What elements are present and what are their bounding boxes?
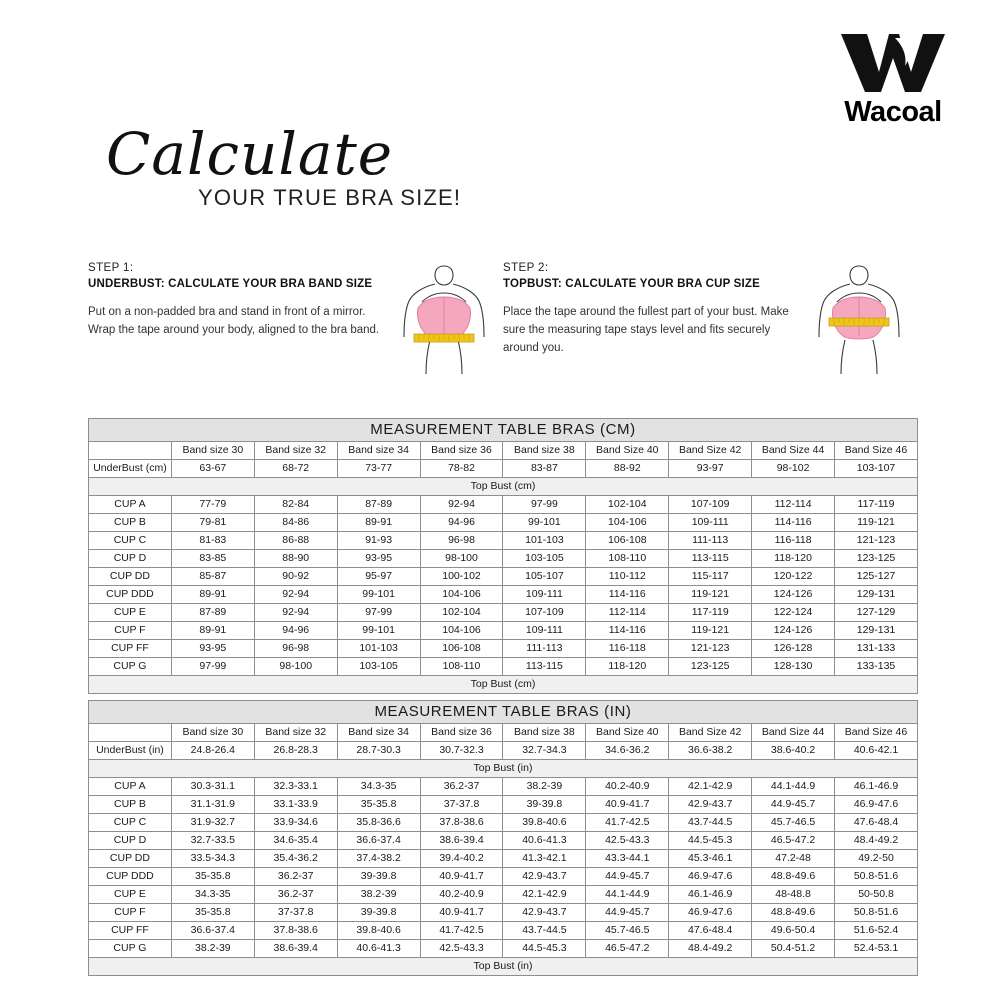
table-cm-title-row [89, 419, 918, 442]
table-cm-cell: 104-106 [586, 514, 669, 532]
table-cm-underbust-label: UnderBust (cm) [89, 460, 172, 478]
table-in-cell: 51.6-52.4 [835, 922, 918, 940]
table-cm-cell: 82-84 [254, 496, 337, 514]
table-in-cell: 34.3-35 [171, 886, 254, 904]
table-in-cell: 44.9-45.7 [586, 868, 669, 886]
table-in-cell: 50.4-51.2 [752, 940, 835, 958]
table-in-cell: 37-37.8 [254, 904, 337, 922]
table-in-cell: 46.5-47.2 [586, 940, 669, 958]
table-cm-cell: 107-109 [669, 496, 752, 514]
table-cm-cell: 83-85 [171, 550, 254, 568]
table-cm-cell: 101-103 [503, 532, 586, 550]
table-row [89, 496, 918, 514]
table-cm-col-header: Band Size 42 [669, 442, 752, 460]
table-in-underbust-row [89, 742, 918, 760]
table-cm-cell: 114-116 [586, 586, 669, 604]
table-in-col-header: Band size 38 [503, 724, 586, 742]
table-cm-cell: 84-86 [254, 514, 337, 532]
table-in-cell: 39.8-40.6 [503, 814, 586, 832]
table-in-cell: 32.3-33.1 [254, 778, 337, 796]
table-in-cell: 48.4-49.2 [835, 832, 918, 850]
table-cm-col-header [89, 442, 172, 460]
brand-name: Wacoal [844, 96, 942, 128]
table-in-cell: 44.1-44.9 [586, 886, 669, 904]
table-cm-cell: 124-126 [752, 622, 835, 640]
table-cm-cell: 115-117 [669, 568, 752, 586]
table-in-section-label: Top Bust (in) [89, 760, 918, 778]
torso-underbust-measure-illustration-icon [388, 262, 500, 390]
table-row [89, 868, 918, 886]
table-cm-cell: 106-108 [420, 640, 503, 658]
table-in-cell: 48-48.8 [752, 886, 835, 904]
table-in-cell: 39-39.8 [337, 868, 420, 886]
table-cm-cell: 121-123 [669, 640, 752, 658]
table-cm-col-header: Band Size 46 [835, 442, 918, 460]
table-in-col-header: Band Size 46 [835, 724, 918, 742]
step-1-label: STEP 1: [88, 262, 134, 274]
table-cm-cell: 119-121 [669, 622, 752, 640]
table-cm-cell: 119-121 [669, 586, 752, 604]
step-2 [503, 262, 918, 390]
table-row [89, 622, 918, 640]
table-cm-cell: 94-96 [420, 514, 503, 532]
table-cm-cell: 95-97 [337, 568, 420, 586]
table-row [89, 514, 918, 532]
table-cm-cell: 123-125 [669, 658, 752, 676]
table-in-cell: 34.6-35.4 [254, 832, 337, 850]
table-cm-cell: 109-111 [503, 622, 586, 640]
table-row [89, 886, 918, 904]
table-cm-cell: 106-108 [586, 532, 669, 550]
table-cm-cell: 79-81 [171, 514, 254, 532]
table-cm-cell: 128-130 [752, 658, 835, 676]
table-in-underbust-label: UnderBust (in) [89, 742, 172, 760]
table-in-col-header: Band Size 42 [669, 724, 752, 742]
table-cm-section-row [89, 478, 918, 496]
table-row [89, 796, 918, 814]
table-cm-cup-label: CUP F [89, 622, 172, 640]
table-in-cell: 40.6-41.3 [337, 940, 420, 958]
table-in-cell: 44.9-45.7 [752, 796, 835, 814]
table-cm-footer-row [89, 676, 918, 694]
table-cm-cup-label: CUP A [89, 496, 172, 514]
table-cm-underbust-cell: 98-102 [752, 460, 835, 478]
table-in-cell: 45.7-46.5 [586, 922, 669, 940]
brand-logo [818, 32, 968, 127]
table-in-cell: 31.9-32.7 [171, 814, 254, 832]
table-in-cell: 46.1-46.9 [835, 778, 918, 796]
table-in-cell: 40.9-41.7 [420, 904, 503, 922]
step-1-body: Put on a non-padded bra and stand in front of a mirror. Wrap the tape around your body, aligned to the bra band. [88, 306, 380, 336]
step-1 [88, 262, 503, 390]
table-in-col-header: Band Size 44 [752, 724, 835, 742]
table-cm-col-header: Band size 36 [420, 442, 503, 460]
table-in-cup-label: CUP G [89, 940, 172, 958]
table-cm-cell: 111-113 [503, 640, 586, 658]
table-cm-cup-label: CUP G [89, 658, 172, 676]
table-in-cell: 39.4-40.2 [420, 850, 503, 868]
table-cm-cell: 119-121 [835, 514, 918, 532]
table-in-cell: 38.6-39.4 [254, 940, 337, 958]
table-cm-cell: 124-126 [752, 586, 835, 604]
table-in-cell: 46.9-47.6 [669, 868, 752, 886]
table-in-col-header: Band size 34 [337, 724, 420, 742]
table-cm-cell: 109-111 [669, 514, 752, 532]
table-cm-cell: 121-123 [835, 532, 918, 550]
table-in-cup-label: CUP FF [89, 922, 172, 940]
step-1-heading: UNDERBUST: CALCULATE YOUR BRA BAND SIZE [88, 278, 373, 290]
table-cm-header-row [89, 442, 918, 460]
table-cm-col-header: Band size 38 [503, 442, 586, 460]
table-cm-col-header: Band size 30 [171, 442, 254, 460]
table-in-cell: 46.9-47.6 [669, 904, 752, 922]
table-in-underbust-cell: 30.7-32.3 [420, 742, 503, 760]
table-in-cell: 47.6-48.4 [669, 922, 752, 940]
table-cm-cell: 92-94 [254, 604, 337, 622]
table-row [89, 814, 918, 832]
table-cm-cell: 107-109 [503, 604, 586, 622]
table-in-cell: 40.9-41.7 [420, 868, 503, 886]
table-in-footer-row [89, 958, 918, 976]
table-in-cell: 39-39.8 [337, 904, 420, 922]
table-in-cell: 37.8-38.6 [254, 922, 337, 940]
table-in-cell: 43.3-44.1 [586, 850, 669, 868]
table-in-cup-label: CUP F [89, 904, 172, 922]
table-in-cell: 37-37.8 [420, 796, 503, 814]
table-in-cell: 42.9-43.7 [503, 868, 586, 886]
table-cm-cell: 122-124 [752, 604, 835, 622]
table-cm-cell: 131-133 [835, 640, 918, 658]
table-cm-cell: 93-95 [337, 550, 420, 568]
table-cm-cell: 86-88 [254, 532, 337, 550]
table-cm-cell: 114-116 [752, 514, 835, 532]
table-cm-cell: 81-83 [171, 532, 254, 550]
table-cm-cup-label: CUP C [89, 532, 172, 550]
page-subtitle: YOUR TRUE BRA SIZE! [198, 185, 462, 210]
table-in-underbust-cell: 38.6-40.2 [752, 742, 835, 760]
table-in-cell: 38.2-39 [503, 778, 586, 796]
table-cm-cup-label: CUP FF [89, 640, 172, 658]
table-in-underbust-cell: 34.6-36.2 [586, 742, 669, 760]
table-row [89, 658, 918, 676]
table-cm-cell: 94-96 [254, 622, 337, 640]
table-cm-cell: 103-105 [503, 550, 586, 568]
table-cm-underbust-cell: 103-107 [835, 460, 918, 478]
table-in-cup-label: CUP D [89, 832, 172, 850]
torso-topbust-measure-illustration-icon [803, 262, 915, 390]
table-in-cell: 33.5-34.3 [171, 850, 254, 868]
table-in-col-header [89, 724, 172, 742]
table-in-header-row [89, 724, 918, 742]
table-in-cell: 35.8-36.6 [337, 814, 420, 832]
table-cm-cup-label: CUP DDD [89, 586, 172, 604]
table-in-cell: 34.3-35 [337, 778, 420, 796]
table-in-cup-label: CUP E [89, 886, 172, 904]
table-in-cell: 36.6-37.4 [337, 832, 420, 850]
table-cm-cell: 120-122 [752, 568, 835, 586]
table-cm-cell: 110-112 [586, 568, 669, 586]
table-in-cell: 42.9-43.7 [503, 904, 586, 922]
table-in-cell: 41.7-42.5 [586, 814, 669, 832]
table-cm-cell: 91-93 [337, 532, 420, 550]
table-in-cell: 37.4-38.2 [337, 850, 420, 868]
table-in-cell: 50-50.8 [835, 886, 918, 904]
table-cm-cell: 116-118 [752, 532, 835, 550]
table-cm-cell: 88-90 [254, 550, 337, 568]
table-cm-cell: 108-110 [586, 550, 669, 568]
table-cm-cell: 109-111 [503, 586, 586, 604]
table-in-cell: 35.4-36.2 [254, 850, 337, 868]
table-row [89, 904, 918, 922]
table-in-underbust-cell: 40.6-42.1 [835, 742, 918, 760]
table-row [89, 550, 918, 568]
table-in-cup-label: CUP B [89, 796, 172, 814]
table-in-col-header: Band size 36 [420, 724, 503, 742]
table-cm-cell: 77-79 [171, 496, 254, 514]
table-cm-title: MEASUREMENT TABLE BRAS (CM) [89, 419, 918, 442]
table-cm-cell: 102-104 [420, 604, 503, 622]
table-in-cell: 35-35.8 [337, 796, 420, 814]
table-cm-underbust-cell: 63-67 [171, 460, 254, 478]
table-cm-col-header: Band size 34 [337, 442, 420, 460]
table-in-cell: 42.1-42.9 [503, 886, 586, 904]
table-row [89, 922, 918, 940]
table-in-cup-label: CUP DD [89, 850, 172, 868]
table-in-cell: 46.1-46.9 [669, 886, 752, 904]
table-cm-cell: 105-107 [503, 568, 586, 586]
table-in-cell: 40.9-41.7 [586, 796, 669, 814]
table-in-cell: 47.6-48.4 [835, 814, 918, 832]
table-in-cell: 41.3-42.1 [503, 850, 586, 868]
table-cm-cell: 112-114 [586, 604, 669, 622]
table-cm-body [89, 419, 918, 694]
table-cm-cell: 117-119 [835, 496, 918, 514]
table-row [89, 586, 918, 604]
table-cm-cell: 126-128 [752, 640, 835, 658]
step-2-label: STEP 2: [503, 262, 549, 274]
table-cm-cell: 89-91 [171, 622, 254, 640]
table-cm-cell: 87-89 [337, 496, 420, 514]
table-in-cell: 33.1-33.9 [254, 796, 337, 814]
page-title-script: Calculate [106, 120, 394, 188]
table-in-cell: 48.8-49.6 [752, 868, 835, 886]
table-cm-cell: 118-120 [586, 658, 669, 676]
table-cm-cell: 125-127 [835, 568, 918, 586]
table-cm-cell: 89-91 [337, 514, 420, 532]
table-in [88, 700, 918, 976]
table-in-cell: 49.6-50.4 [752, 922, 835, 940]
table-in-col-header: Band size 32 [254, 724, 337, 742]
table-cm-cell: 87-89 [171, 604, 254, 622]
measurement-table-in [88, 700, 918, 976]
table-in-title: MEASUREMENT TABLE BRAS (IN) [89, 701, 918, 724]
table-cm-cell: 112-114 [752, 496, 835, 514]
table-in-body [89, 701, 918, 976]
table-cm-underbust-cell: 68-72 [254, 460, 337, 478]
table-in-cell: 35-35.8 [171, 904, 254, 922]
table-cm-col-header: Band Size 44 [752, 442, 835, 460]
page-title [88, 120, 508, 211]
table-in-cell: 38.2-39 [337, 886, 420, 904]
table-cm-underbust-cell: 78-82 [420, 460, 503, 478]
table-cm-cell: 101-103 [337, 640, 420, 658]
measurement-table-cm [88, 418, 918, 694]
table-cm-cell: 111-113 [669, 532, 752, 550]
table-cm-cell: 92-94 [420, 496, 503, 514]
table-in-cell: 39-39.8 [503, 796, 586, 814]
table-in-underbust-cell: 32.7-34.3 [503, 742, 586, 760]
table-cm-cell: 113-115 [669, 550, 752, 568]
table-in-cell: 36.6-37.4 [171, 922, 254, 940]
table-in-cell: 36.2-37 [254, 868, 337, 886]
table-row [89, 850, 918, 868]
table-cm-cell: 97-99 [337, 604, 420, 622]
table-cm-cell: 123-125 [835, 550, 918, 568]
table-in-cell: 52.4-53.1 [835, 940, 918, 958]
table-in-cell: 32.7-33.5 [171, 832, 254, 850]
table-cm-underbust-row [89, 460, 918, 478]
table-in-title-row [89, 701, 918, 724]
table-in-section-row [89, 760, 918, 778]
table-row [89, 604, 918, 622]
table-cm-cell: 133-135 [835, 658, 918, 676]
table-in-cell: 48.4-49.2 [669, 940, 752, 958]
table-cm-col-header: Band size 32 [254, 442, 337, 460]
table-in-cell: 44.5-45.3 [503, 940, 586, 958]
table-in-underbust-cell: 26.8-28.3 [254, 742, 337, 760]
table-cm-section-label: Top Bust (cm) [89, 478, 918, 496]
table-in-cell: 36.2-37 [254, 886, 337, 904]
table-cm-cell: 108-110 [420, 658, 503, 676]
step-2-heading: TOPBUST: CALCULATE YOUR BRA CUP SIZE [503, 278, 761, 290]
table-cm-cell: 118-120 [752, 550, 835, 568]
steps-section [88, 262, 918, 390]
table-cm-cell: 93-95 [171, 640, 254, 658]
table-cm-cell: 102-104 [586, 496, 669, 514]
table-cm-cell: 85-87 [171, 568, 254, 586]
table-row [89, 532, 918, 550]
table-in-cell: 40.6-41.3 [503, 832, 586, 850]
wacoal-w-logo-icon [837, 32, 949, 94]
table-in-cell: 38.6-39.4 [420, 832, 503, 850]
table-cm-cell: 99-101 [337, 586, 420, 604]
table-cm-cell: 96-98 [420, 532, 503, 550]
table-in-cell: 38.2-39 [171, 940, 254, 958]
table-cm-cell: 98-100 [254, 658, 337, 676]
table-in-cell: 30.3-31.1 [171, 778, 254, 796]
table-in-underbust-cell: 36.6-38.2 [669, 742, 752, 760]
table-cm-cup-label: CUP DD [89, 568, 172, 586]
table-in-col-header: Band size 30 [171, 724, 254, 742]
table-in-footer-label: Top Bust (in) [89, 958, 918, 976]
table-cm-cup-label: CUP E [89, 604, 172, 622]
table-cm-cell: 97-99 [171, 658, 254, 676]
table-cm-col-header: Band Size 40 [586, 442, 669, 460]
table-in-cell: 36.2-37 [420, 778, 503, 796]
table-in-cell: 50.8-51.6 [835, 904, 918, 922]
table-cm-cell: 99-101 [337, 622, 420, 640]
table-cm-cell: 96-98 [254, 640, 337, 658]
table-cm-footer-label: Top Bust (cm) [89, 676, 918, 694]
table-in-cell: 40.2-40.9 [420, 886, 503, 904]
table-in-cell: 44.5-45.3 [669, 832, 752, 850]
table-cm-cell: 127-129 [835, 604, 918, 622]
table-cm-cell: 103-105 [337, 658, 420, 676]
table-in-cell: 46.5-47.2 [752, 832, 835, 850]
table-in-cell: 42.5-43.3 [586, 832, 669, 850]
table-cm-underbust-cell: 83-87 [503, 460, 586, 478]
table-cm-cell: 104-106 [420, 622, 503, 640]
table-row [89, 568, 918, 586]
table-cm-cell: 92-94 [254, 586, 337, 604]
table-in-cup-label: CUP DDD [89, 868, 172, 886]
table-in-cell: 41.7-42.5 [420, 922, 503, 940]
table-in-cell: 49.2-50 [835, 850, 918, 868]
table-in-cell: 46.9-47.6 [835, 796, 918, 814]
table-cm-cell: 129-131 [835, 622, 918, 640]
table-cm-cell: 90-92 [254, 568, 337, 586]
table-cm-cell: 89-91 [171, 586, 254, 604]
table-in-cell: 31.1-31.9 [171, 796, 254, 814]
table-row [89, 640, 918, 658]
step-2-body: Place the tape around the fullest part of your bust. Make sure the measuring tape stays level and fits securely around you. [503, 306, 789, 354]
table-cm-cell: 100-102 [420, 568, 503, 586]
table-cm-cell: 104-106 [420, 586, 503, 604]
table-in-cell: 50.8-51.6 [835, 868, 918, 886]
table-cm-cell: 129-131 [835, 586, 918, 604]
table-in-cup-label: CUP A [89, 778, 172, 796]
table-in-cell: 35-35.8 [171, 868, 254, 886]
table-in-cell: 44.9-45.7 [586, 904, 669, 922]
table-in-cell: 42.9-43.7 [669, 796, 752, 814]
table-cm-underbust-cell: 93-97 [669, 460, 752, 478]
table-cm-cell: 114-116 [586, 622, 669, 640]
table-cm-cell: 99-101 [503, 514, 586, 532]
table-cm-cell: 97-99 [503, 496, 586, 514]
table-cm-cup-label: CUP D [89, 550, 172, 568]
table-in-cell: 40.2-40.9 [586, 778, 669, 796]
table-in-cell: 44.1-44.9 [752, 778, 835, 796]
table-in-cell: 43.7-44.5 [503, 922, 586, 940]
table-cm-underbust-cell: 73-77 [337, 460, 420, 478]
table-in-underbust-cell: 24.8-26.4 [171, 742, 254, 760]
table-in-cell: 48.8-49.6 [752, 904, 835, 922]
table-in-cell: 42.1-42.9 [669, 778, 752, 796]
table-cm-cell: 116-118 [586, 640, 669, 658]
table-in-cell: 45.3-46.1 [669, 850, 752, 868]
table-in-cell: 39.8-40.6 [337, 922, 420, 940]
table-in-cup-label: CUP C [89, 814, 172, 832]
table-cm-cell: 113-115 [503, 658, 586, 676]
table-cm-cup-label: CUP B [89, 514, 172, 532]
table-in-cell: 37.8-38.6 [420, 814, 503, 832]
table-in-underbust-cell: 28.7-30.3 [337, 742, 420, 760]
table-in-col-header: Band Size 40 [586, 724, 669, 742]
table-cm-cell: 117-119 [669, 604, 752, 622]
table-in-cell: 42.5-43.3 [420, 940, 503, 958]
table-cm-underbust-cell: 88-92 [586, 460, 669, 478]
table-in-cell: 45.7-46.5 [752, 814, 835, 832]
table-in-cell: 43.7-44.5 [669, 814, 752, 832]
table-row [89, 940, 918, 958]
table-in-cell: 47.2-48 [752, 850, 835, 868]
table-row [89, 778, 918, 796]
table-in-cell: 33.9-34.6 [254, 814, 337, 832]
table-cm [88, 418, 918, 694]
table-row [89, 832, 918, 850]
table-cm-cell: 98-100 [420, 550, 503, 568]
